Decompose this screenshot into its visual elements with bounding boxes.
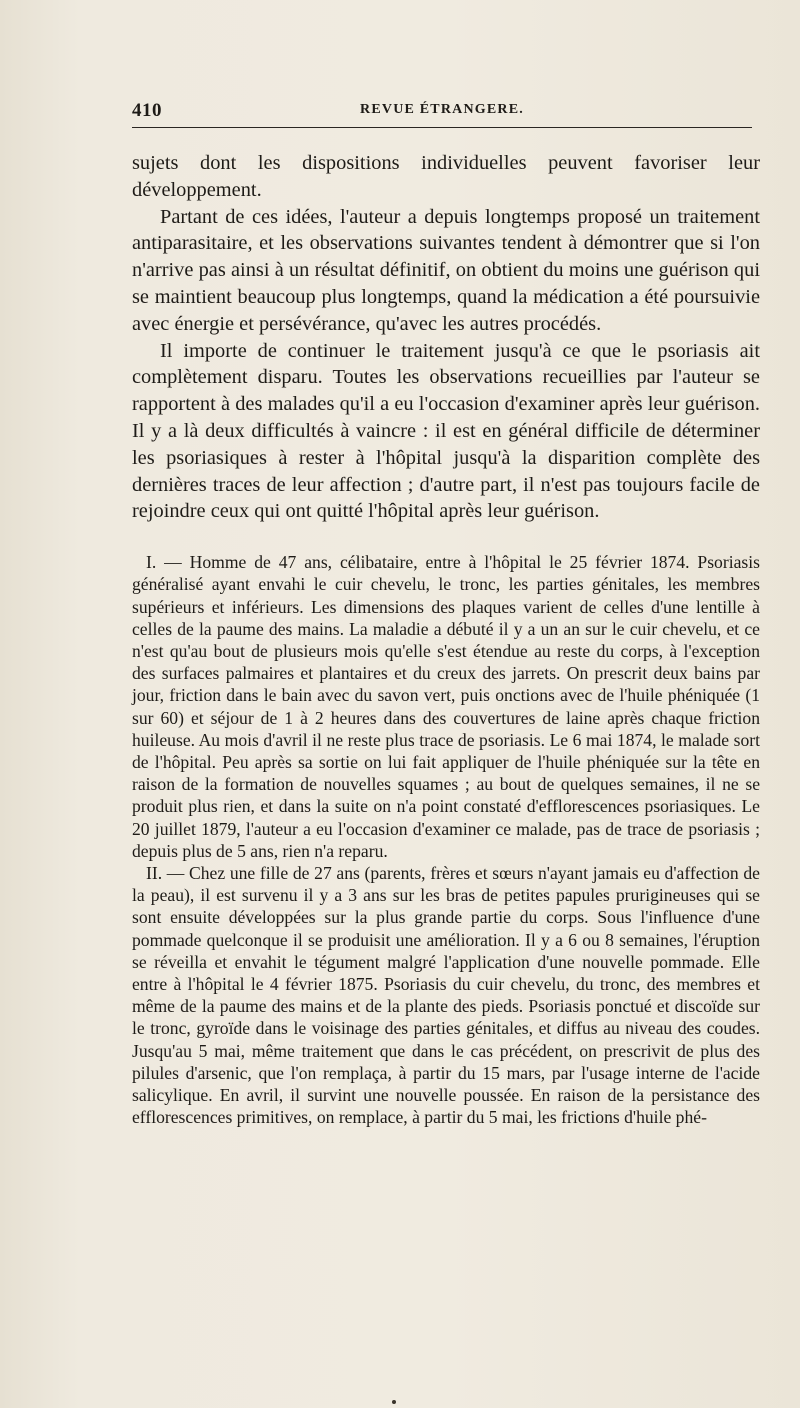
running-title: REVUE ÉTRANGERE.	[360, 102, 524, 117]
header-rule	[132, 127, 752, 128]
paragraph: Partant de ces idées, l'auteur a depuis longtemps proposé un traitement antiparasitaire, et les observations suivantes tendent à démontrer que si l'on n'arrive pas ainsi à un résultat définitif, on obtient du moins une guérison qui se maintient beaucoup plus longtemps, quand la médication a été poursuivie avec énergie et persévérance, qu'avec les autres procédés.	[132, 205, 760, 335]
page-number: 410	[132, 100, 162, 121]
case-observations	[132, 551, 760, 1128]
page-header	[132, 100, 752, 130]
section-gap	[132, 525, 760, 551]
paragraph: sujets dont les dispositions individuelles peuvent favoriser leur développement.	[132, 152, 760, 201]
case-paragraph: I. — Homme de 47 ans, célibataire, entre à l'hôpital le 25 février 1874. Psoriasis généralisé ayant envahi le cuir chevelu, le tronc, les parties génitales, les membres supérieurs et inférieurs. Les dimensions des plaques varient de celles d'une lentille à celles de la paume des mains. La maladie a débuté il y a un an sur le cuir chevelu, et ce n'est qu'au bout de plusieurs mois qu'elle s'est étendue au reste du corps, à l'exception des surfaces palmaires et plantaires et du creux des jarrets. On prescrit deux bains par jour, friction dans le bain avec du savon vert, puis onctions avec de l'huile phéniquée (1 sur 60) et séjour de 1 à 2 heures dans des couvertures de laine après chaque friction huileuse. Au mois d'avril il ne reste plus trace de psoriasis. Le 6 mai 1874, le malade sort de l'hôpital. Peu après sa sortie on lui fait appliquer de l'huile phéniquée sur la tête en raison de la formation de nouvelles squames ; au bout de quelques semaines, il ne se produit plus rien, et dans la suite on n'a point constaté d'efflorescences psoriasiques. Le 20 juillet 1879, l'auteur a eu l'occasion d'examiner ce malade, pas de trace de psoriasis ; depuis plus de 5 ans, rien n'a reparu.	[132, 552, 760, 861]
paragraph: Il importe de continuer le traitement jusqu'à ce que le psoriasis ait complètement disparu. Toutes les observations recueillies par l'auteur se rapportent à des malades qu'il a eu l'occasion d'examiner après leur guérison. Il y a là deux difficultés à vaincre : il est en général difficile de déterminer les psoriasiques à rester à l'hôpital jusqu'à la disparition complète des dernières traces de leur affection ; d'autre part, il n'est pas toujours facile de rejoindre ceux qui ont quitté l'hôpital après leur guérison.	[132, 339, 760, 523]
case-paragraph: II. — Chez une fille de 27 ans (parents, frères et sœurs n'ayant jamais eu d'affection de la peau), il est survenu il y a 3 ans sur les bras de petites papules prurigineuses qui se sont ensuite développées sur la plus grande partie du corps. Sous l'influence d'une pommade quelconque il se produisit une amélioration. Il y a 6 ou 8 semaines, l'éruption se réveilla et envahit le tégument malgré l'application d'une nouvelle pommade. Elle entre à l'hôpital le 4 février 1875. Psoriasis du cuir chevelu, du tronc, des membres et même de la paume des mains et de la plante des pieds. Psoriasis ponctué et discoïde sur le tronc, gyroïde dans le voisinage des parties génitales, et diffus au niveau des coudes. Jusqu'au 5 mai, même traitement que dans le cas précédent, on prescrivit de plus des pilules d'arsenic, que l'on remplaça, à partir du 15 mars, par l'usage interne de l'acide salicylique. En avril, il survint une nouvelle poussée. En raison de la persistance des efflorescences primitives, on remplace, à partir du 5 mai, les frictions d'huile phé-	[132, 863, 760, 1128]
main-text	[132, 150, 760, 525]
ink-spot	[392, 1400, 396, 1404]
page-body	[132, 150, 760, 1128]
